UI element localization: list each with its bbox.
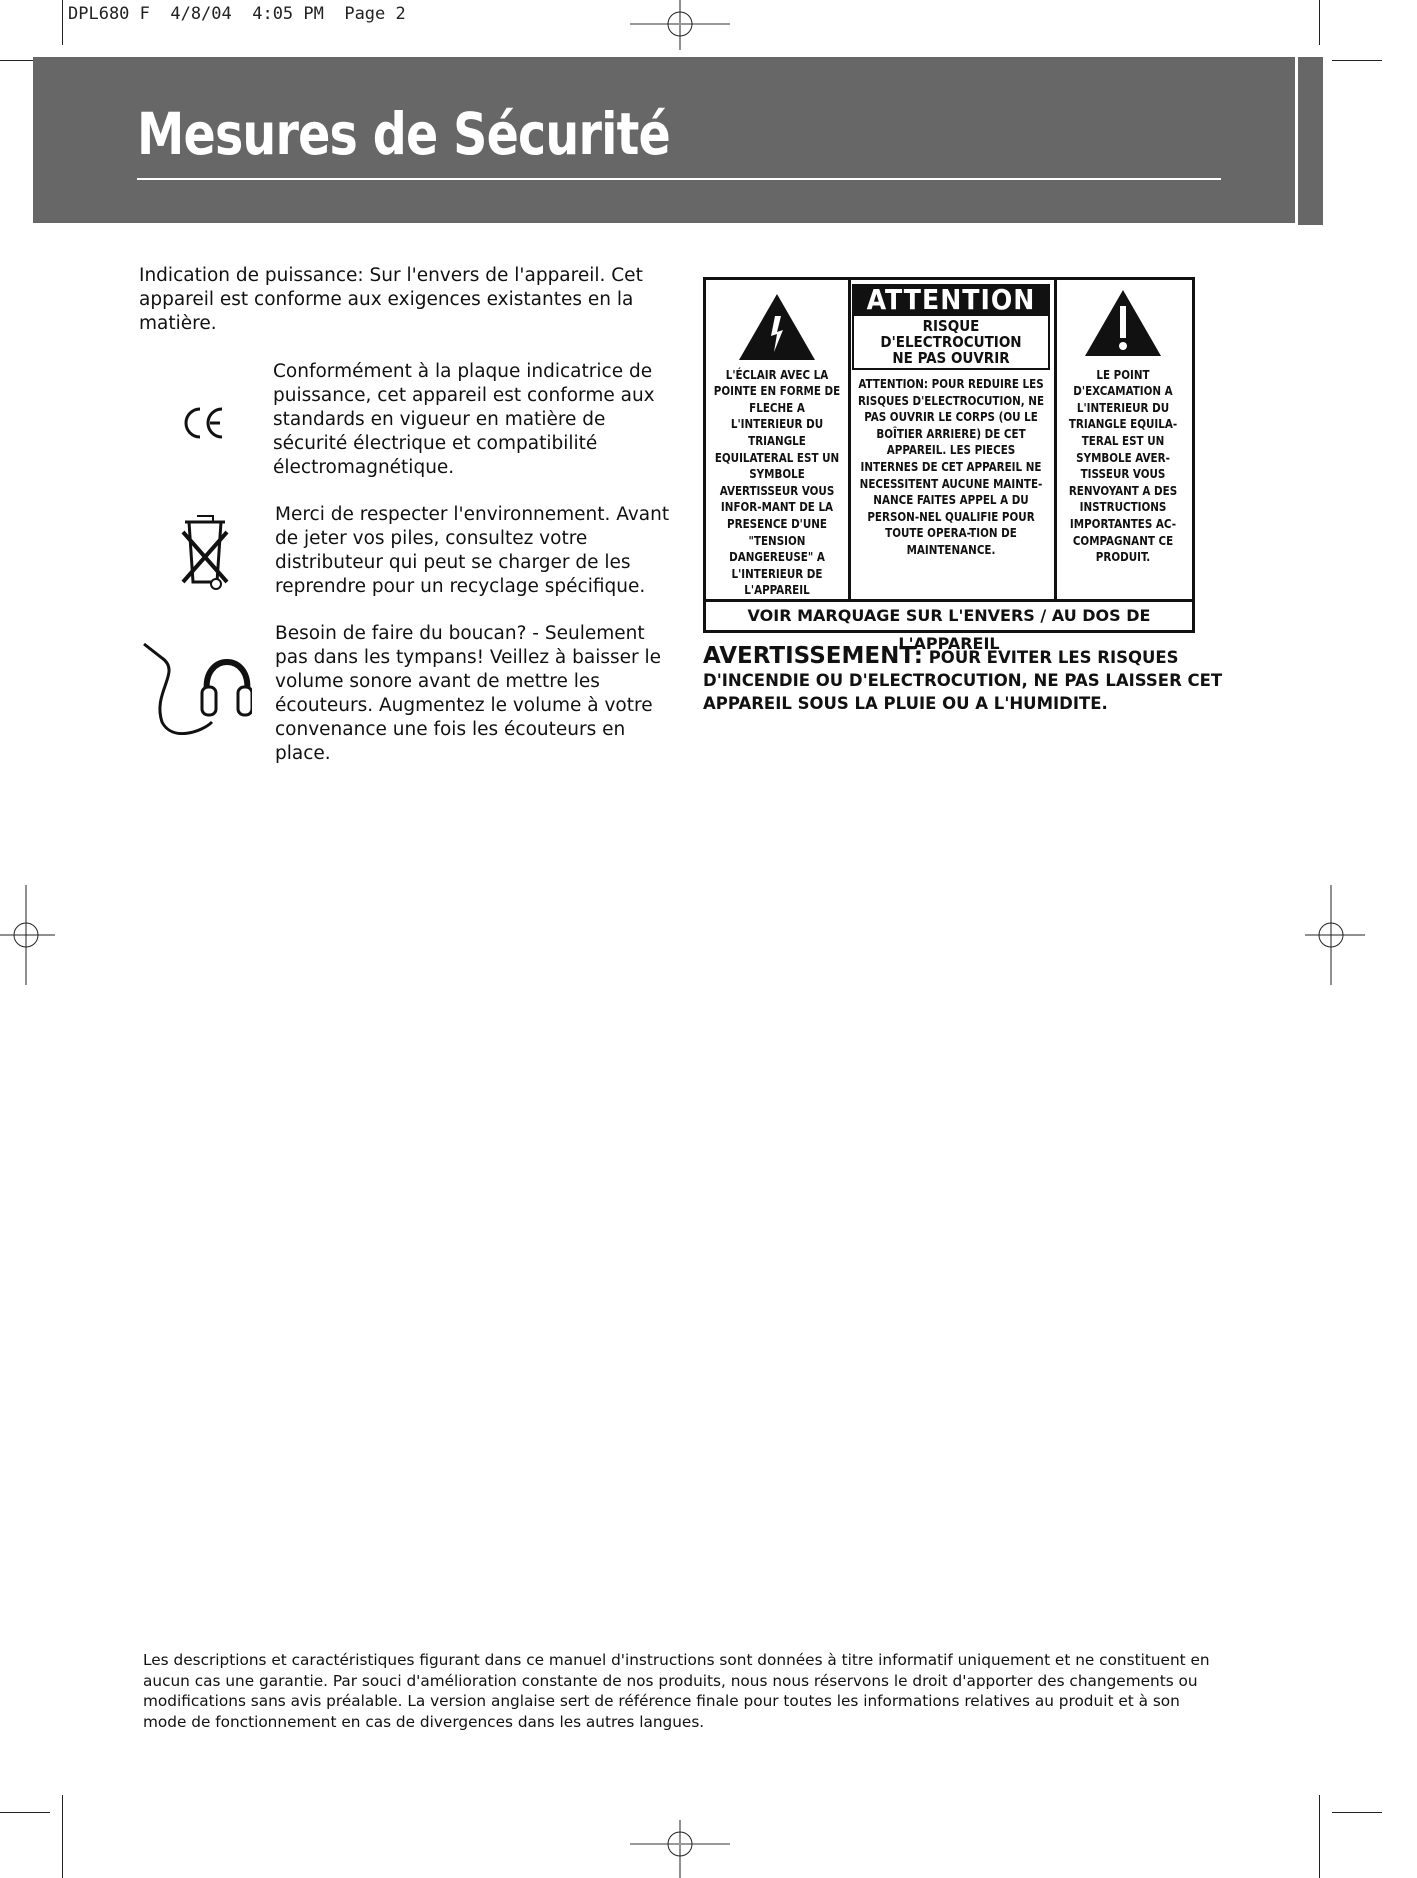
- exclamation-description: LE POINT D'EXCAMATION A L'INTERIEUR DU TRIANGLE EQUILA-TERAL EST UN SYMBOLE AVER-TISSEUR VOUS RENVOYANT A DES INSTRUCTIONS IMPORTANTES AC-COMPAGNANT CE PRODUIT.: [1068, 366, 1178, 565]
- exclamation-triangle-icon: [1083, 288, 1163, 358]
- ce-text: Conformément à la plaque indicatrice de puissance, cet appareil est conforme aux standards en vigueur en matière de sécurité électrique et compatibilité électromagnétique.: [273, 361, 655, 478]
- print-slug: DPL680 F 4/8/04 4:05 PM Page 2: [68, 4, 406, 24]
- avertissement-label: AVERTISSEMENT:: [703, 643, 923, 669]
- crop-mark: [1332, 1812, 1382, 1813]
- registration-mark-icon: [0, 885, 55, 985]
- attention-column: [848, 280, 1057, 602]
- crop-mark: [1319, 0, 1320, 45]
- attention-description: ATTENTION: POUR REDUIRE LES RISQUES D'ELECTROCUTION, NE PAS OUVRIR LE CORPS (OU LE BOÎTIER ARRIERE) DE CET APPAREIL. LES PIECES INTERNES DE CET APPAREIL NE NECESSITENT AUCUNE MAINTE-NANCE FAITES APPEL A DU PERSON-NEL QUALIFIE POUR TOUTE OPERA-TION DE MAINTENANCE.: [857, 376, 1045, 557]
- footer-disclaimer: Les descriptions et caractéristiques figurant dans ce manuel d'instructions sont données à titre informatif uniquement et ne constituent en aucun cas une garantie. Par souci d'amélioration constante de nos produits, nous nous réservons le droit d'apporter des changements ou modifications sans avis préalable. La version anglaise sert de référence finale pour toutes les informations relatives au produit et à son mode de fonctionnement en cas de divergences dans les autres langues.: [143, 1651, 1210, 1731]
- registration-mark-icon: [630, 1820, 730, 1878]
- marking-note: VOIR MARQUAGE SUR L'ENVERS / AU DOS DE L'APPAREIL: [706, 599, 1192, 630]
- headphones-icon: [142, 632, 252, 742]
- title-rule: [137, 178, 1221, 180]
- risk-line-2: NE PAS OUVRIR: [892, 349, 1010, 367]
- crop-mark: [62, 0, 63, 45]
- crop-mark: [1319, 1795, 1320, 1878]
- lightning-description: L'ÉCLAIR AVEC LA POINTE EN FORME DE FLECHE A L'INTERIEUR DU TRIANGLE EQUILATERAL EST UN SYMBOLE AVERTISSEUR VOUS INFOR-MANT DE LA PRESENCE D'UNE "TENSION DANGEREUSE" A L'INTERIEUR DE L'APPAREIL: [713, 366, 841, 598]
- crop-mark: [62, 1795, 63, 1878]
- risk-line-1: RISQUE D'ELECTROCUTION: [880, 317, 1022, 351]
- lightning-column: [706, 280, 851, 602]
- avertissement-text: POUR EVITER LES RISQUES D'INCENDIE OU D'ELECTROCUTION, NE PAS LAISSER CET APPAREIL SOUS LA PLUIE OU A L'HUMIDITE.: [703, 648, 1223, 713]
- ce-mark-icon: [180, 405, 226, 441]
- headphones-text: Besoin de faire du boucan? - Seulement pas dans les tympans! Veillez à baisser le volume sonore avant de mettre les écouteurs. Augmentez le volume à votre convenance une fois les écouteurs en place.: [275, 623, 662, 764]
- registration-mark-icon: [630, 0, 730, 50]
- registration-mark-icon: [1300, 885, 1370, 985]
- warning-label: [703, 277, 1195, 653]
- attention-banner: ATTENTION: [852, 284, 1050, 316]
- page-title: Mesures de Sécurité: [137, 100, 670, 168]
- lightning-triangle-icon: [737, 292, 817, 362]
- crop-mark: [1332, 60, 1382, 61]
- exclamation-column: [1054, 280, 1192, 602]
- crop-mark: [0, 1812, 50, 1813]
- risk-box: [852, 316, 1050, 370]
- recycling-text: Merci de respecter l'environnement. Avant de jeter vos piles, consultez votre distributeur qui peut se charger de les reprendre pour un recyclage spécifique.: [275, 504, 670, 597]
- side-tab: [1298, 57, 1323, 225]
- avertissement: [703, 645, 1223, 715]
- crossed-bin-icon: [175, 512, 235, 592]
- power-indication-text: Indication de puissance: Sur l'envers de l'appareil. Cet appareil est conforme aux exigences existantes en la matière.: [139, 265, 643, 334]
